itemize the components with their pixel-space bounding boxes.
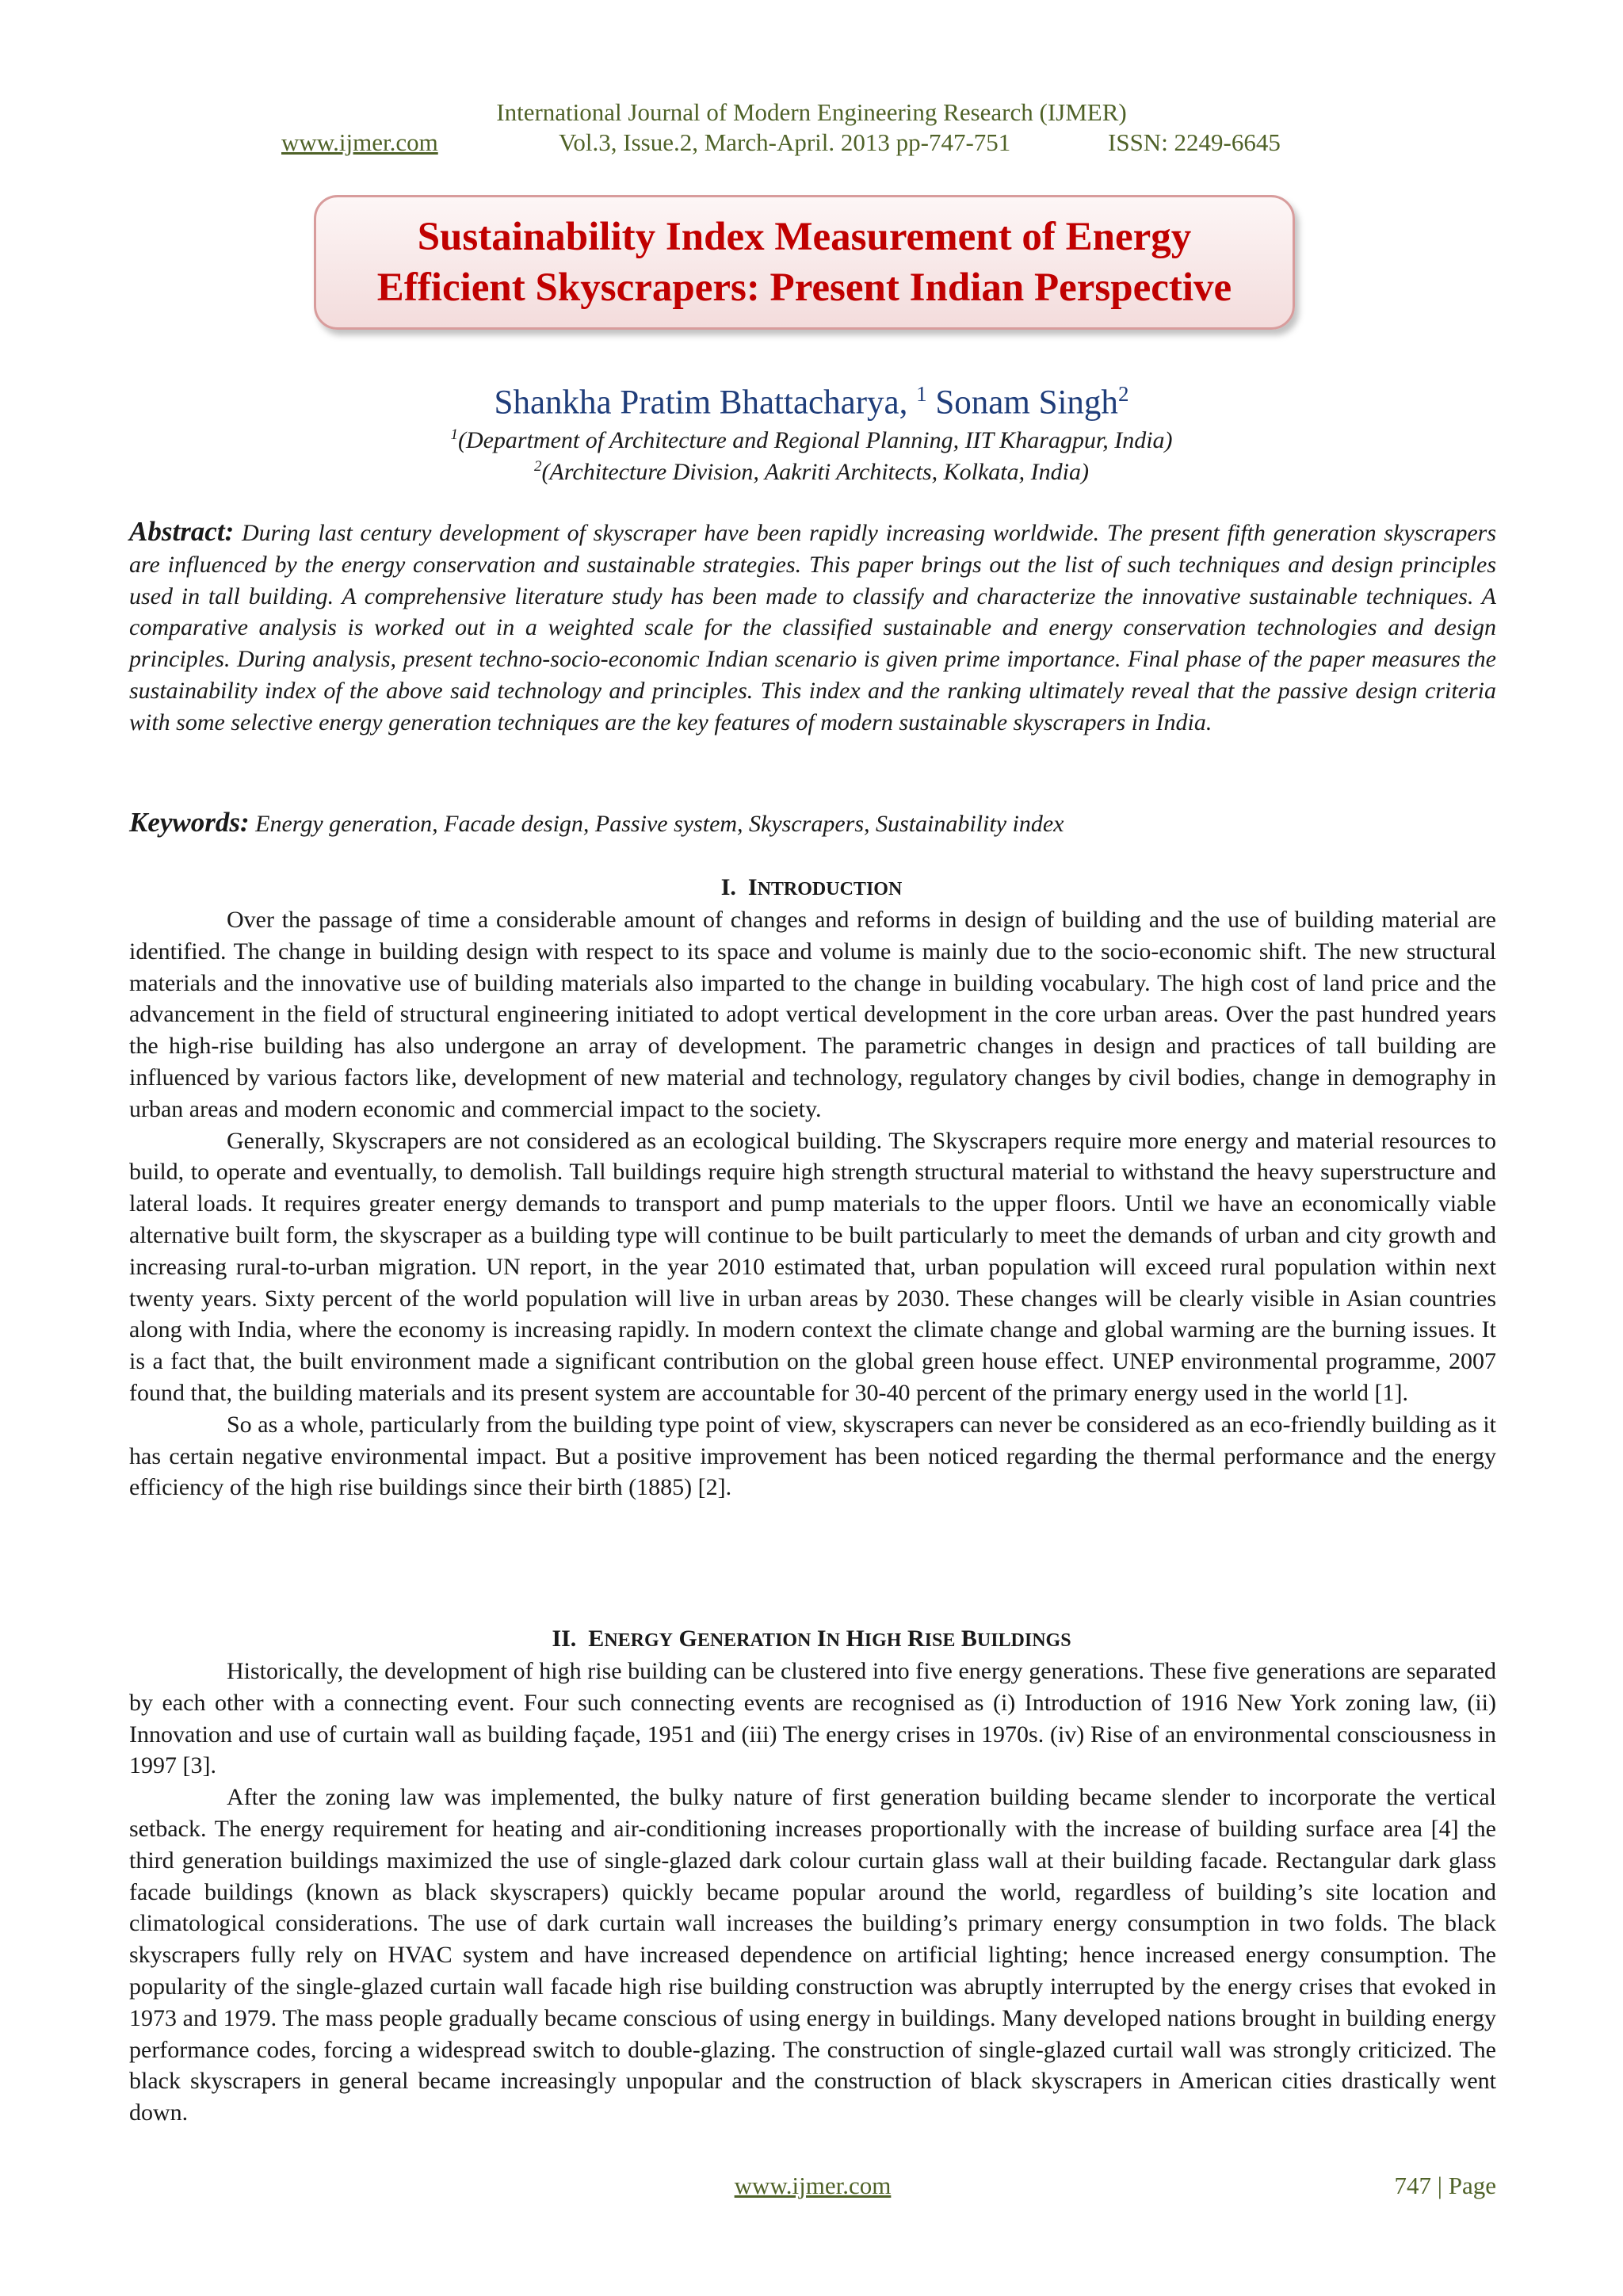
page-number: 747 | Page — [1394, 2172, 1496, 2199]
section-2-body — [129, 1656, 1496, 2129]
section-1-body — [129, 904, 1496, 1503]
affiliation-2-mark: 2 — [534, 458, 542, 475]
heading-initial: I — [816, 1626, 827, 1652]
journal-info-line — [281, 127, 1343, 159]
abstract — [129, 516, 1496, 739]
heading-rest: ISE — [924, 1630, 956, 1651]
heading-rest: IGH — [864, 1630, 902, 1651]
abstract-label: Abstract: — [129, 516, 235, 547]
heading-initial: B — [960, 1626, 977, 1652]
author-1-affil-mark: 1 — [916, 382, 927, 406]
section-1-number: I. — [720, 874, 736, 900]
keywords — [129, 807, 1496, 840]
section-2-number: II. — [552, 1626, 577, 1652]
affiliation-2-text: (Architecture Division, Aakriti Architects, Kolkata, India) — [541, 459, 1089, 485]
abstract-text: During last century development of skyscraper have been rapidly increasing worldwide. The present fifth generation skyscrapers are influenced by the energy conservation and sustainable strategies. This paper brings out the list of such techniques and design principles used in tall building. A comprehensive literature study has been made to classify and characterize the innovative sustainable techniques. A comparative analysis is worked out in a weighted scale for the classified sustainable and energy conservation technologies and design principles. During analysis, present techno-socio-economic Indian scenario is given prime importance. Final phase of the paper measures the sustainability index of the above said technology and principles. This index and the ranking ultimately reveal that the passive design criteria with some selective energy generation techniques are the key features of modern sustainable skyscrapers in India. — [129, 520, 1496, 735]
footer-url-link[interactable]: www.ijmer.com — [734, 2172, 892, 2199]
paper-title — [377, 212, 1232, 313]
author-2-affil-mark: 2 — [1117, 382, 1129, 406]
paragraph: Over the passage of time a considerable amount of changes and reforms in design of building and the use of building material are identified. The change in building design with respect to its space and volume is mainly due to the socio-economic shift. The new structural materials and the innovative use of building materials also imparted to the change in building vocabulary. The high cost of land price and the advancement in the field of structural engineering initiated to adopt vertical development in the core urban areas. Over the past hundred years the high-rise building has also undergone an array of development. The parametric changes in design and practices of tall building are influenced by various factors like, development of new material and technology, regulatory changes by civil bodies, change in demography in urban areas and modern economic and commercial impact to the society. — [129, 907, 1496, 1122]
journal-volume: Vol.3, Issue.2, March-April. 2013 pp-747-751 — [559, 128, 1011, 156]
journal-issn: ISSN: 2249-6645 — [1108, 128, 1281, 156]
heading-initial: H — [846, 1626, 865, 1652]
heading-initial: G — [678, 1626, 697, 1652]
heading-rest: UILDINGS — [976, 1630, 1071, 1651]
paragraph: Generally, Skyscrapers are not considered as an ecological building. The Skyscrapers require more energy and material resources to build, to operate and eventually, to demolish. Tall buildings require high strength structural material to withstand the heavy superstructure and lateral loads. It requires greater energy demands to transport and pump materials to the upper floors. Until we have an economically viable alternative built form, the skyscraper as a building type will continue to be built particularly to meet the demands of urban and city growth and increasing rural-to-urban migration. UN report, in the year 2010 estimated that, urban population will exceed rural population within next twenty years. Sixty percent of the world population will live in urban areas by 2030. These changes will be clearly visible in Asian countries along with India, where the economy is increasing rapidly. In modern context the climate change and global warming are the burning issues. It is a fact that, the built environment made a significant contribution on the global green house effect. UNEP environmental programme, 2007 found that, the building materials and its present system are accountable for 30-40 percent of the primary energy used in the world [1]. — [129, 1127, 1496, 1406]
heading-initial: R — [907, 1626, 925, 1652]
affiliation-2 — [0, 452, 1623, 487]
title-box — [314, 195, 1295, 330]
journal-name: International Journal of Modern Engineering Research (IJMER) — [496, 98, 1127, 126]
paragraph: So as a whole, particularly from the building type point of view, skyscrapers can never be considered as an eco-friendly building as it has certain negative environmental impact. But a positive improvement has been noticed regarding the thermal performance and the energy efficiency of the high rise buildings since their birth (1885) [2]. — [129, 1411, 1496, 1501]
heading-rest: N — [826, 1630, 840, 1651]
journal-url-link[interactable]: www.ijmer.com — [281, 128, 438, 156]
keywords-label: Keywords: — [129, 807, 250, 838]
section-1-title-rest: NTRODUCTION — [757, 879, 903, 900]
author-list — [0, 372, 1623, 424]
paper-title-line1: Sustainability Index Measurement of Energy — [417, 215, 1192, 259]
paragraph: Historically, the development of high rise building can be clustered into five energy generations. These five generations are separated by each other with a connecting event. Four such connecting events are recognised as (i) Introduction of 1916 New York zoning law, (ii) Innovation and use of curtain wall as building façade, 1951 and (iii) The energy crises in 1970s. (iv) Rise of an environmental consciousness in 1997 [3]. — [129, 1658, 1496, 1779]
page-footer — [129, 2170, 1496, 2202]
section-heading-introduction — [0, 872, 1623, 905]
affiliation-1-text: (Department of Architecture and Regional Planning, IIT Kharagpur, India) — [457, 427, 1173, 453]
heading-rest: ENERATION — [697, 1630, 812, 1651]
author-1: Shankha Pratim Bhattacharya, — [494, 384, 908, 422]
paragraph: After the zoning law was implemented, the bulky nature of first generation building became slender to incorporate the vertical setback. The energy requirement for heating and air-conditioning increases proportionally with the increase of building surface area [4] the third generation buildings maximized the use of single-glazed dark colour curtain glass wall at their building facade. Rectangular dark glass facade buildings (known as black skyscrapers) quickly became popular around the world, regardless of building’s site location and climatological considerations. The use of dark curtain wall increases the building’s primary energy consumption in two folds. The black skyscrapers fully rely on HVAC system and have increased dependence on artificial lighting; hence increased energy consumption. The popularity of the single-glazed curtain wall facade high rise building construction was abruptly interrupted by the energy crises that evoked in 1973 and 1979. The mass people gradually became conscious of using energy in buildings. Many developed nations brought in building energy performance codes, forcing a widespread switch to double-glazing. The construction of single-glazed curtail wall was strongly criticized. The black skyscrapers in general became increasingly unpopular and the construction of black skyscrapers in American cities drastically went down. — [129, 1784, 1496, 2126]
heading-initial: E — [588, 1626, 605, 1652]
affiliation-1 — [0, 420, 1623, 456]
keywords-text: Energy generation, Facade design, Passive system, Skyscrapers, Sustainability index — [255, 811, 1064, 837]
paper-title-line2: Efficient Skyscrapers: Present Indian Perspective — [376, 266, 1232, 310]
author-2: Sonam Singh — [935, 384, 1118, 422]
section-1-initial: I — [747, 874, 758, 900]
section-heading-energy-generation — [0, 1623, 1623, 1656]
heading-rest: NERGY — [604, 1630, 673, 1651]
affiliation-1-mark: 1 — [450, 426, 458, 443]
